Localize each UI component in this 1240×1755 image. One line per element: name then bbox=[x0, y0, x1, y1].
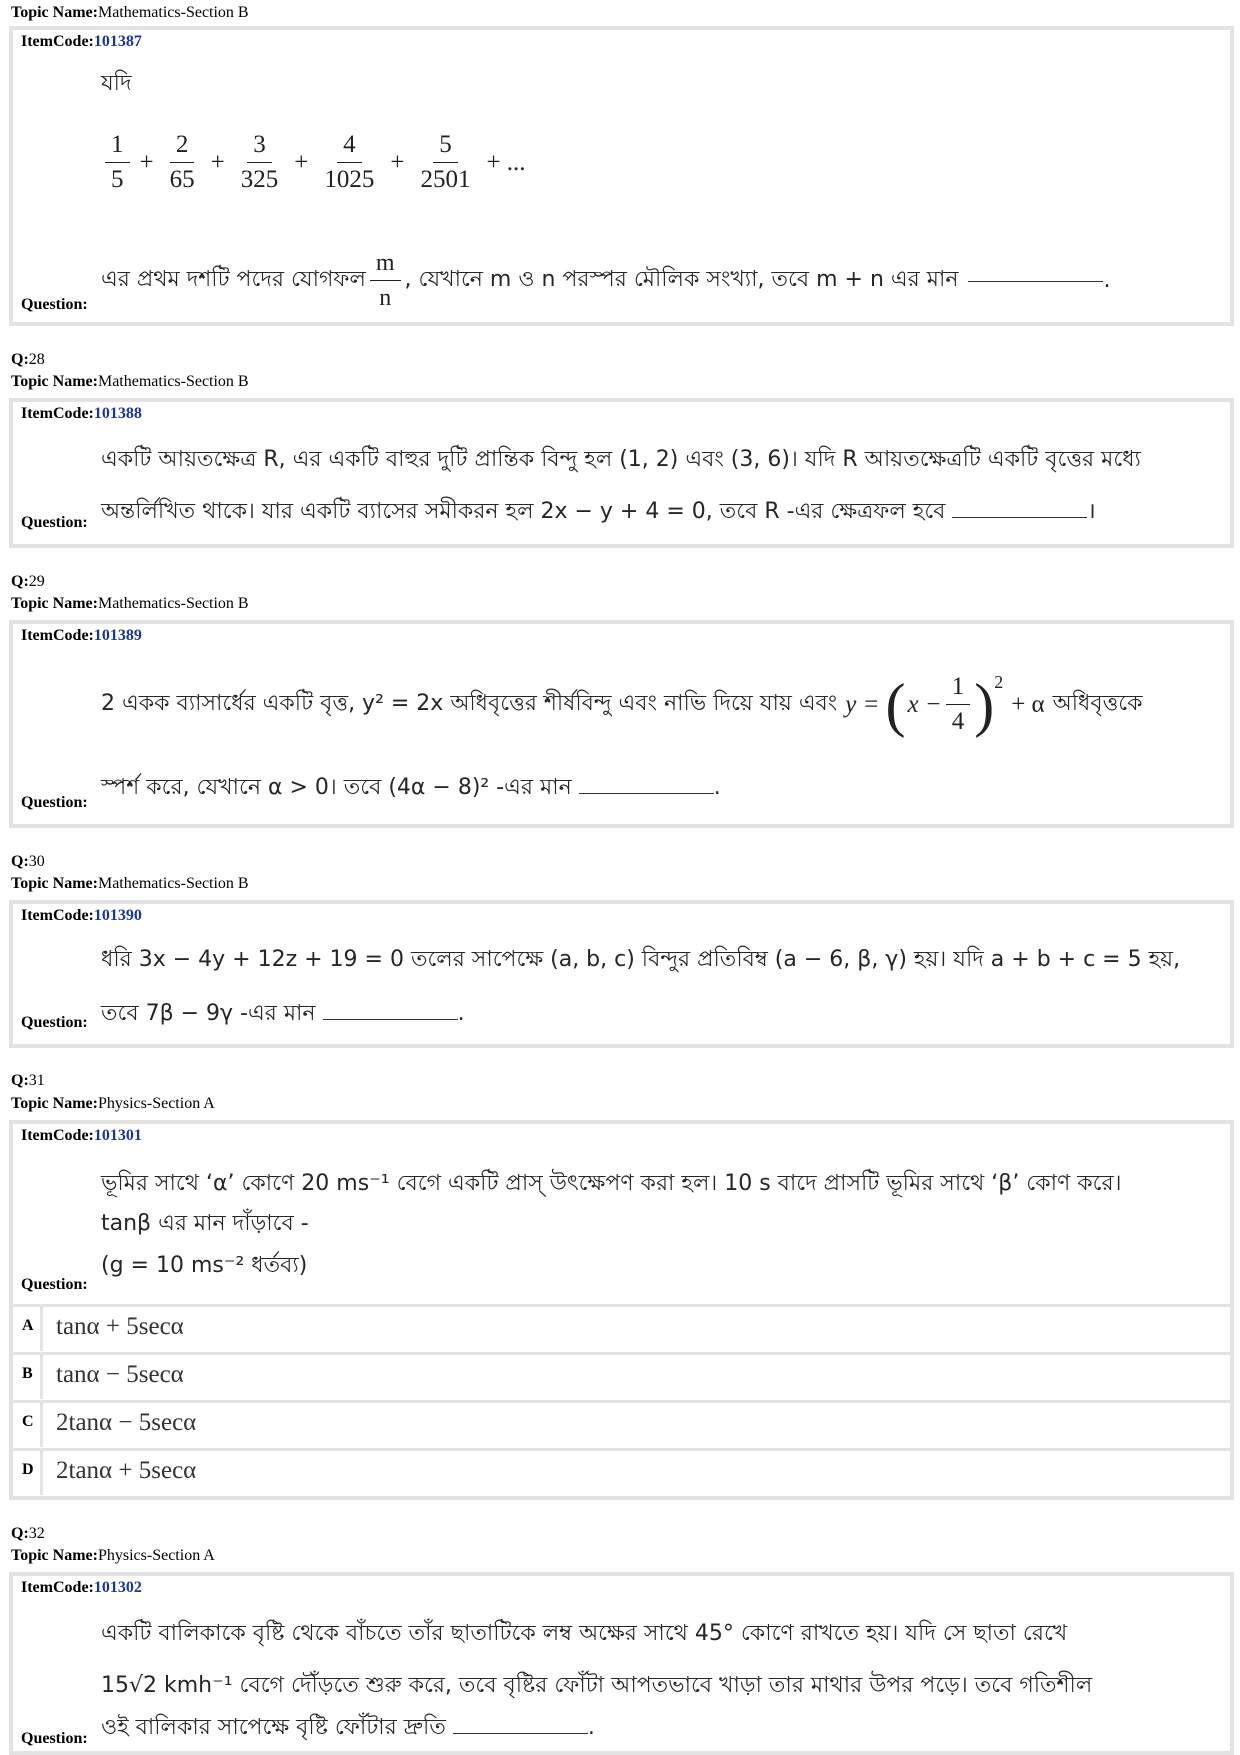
series-term: $\frac{2}{65}$ bbox=[169, 131, 195, 193]
question-number: Q:28 bbox=[11, 351, 45, 368]
topic-line: Topic Name:Mathematics-Section B bbox=[11, 4, 249, 21]
topic-line: Topic Name:Mathematics-Section B bbox=[11, 875, 249, 892]
topic-line: Topic Name:Mathematics-Section B bbox=[11, 595, 249, 612]
question-text-line: (g = 10 ms⁻² ধর্তব্য) bbox=[101, 1253, 308, 1278]
question-text-line: ভূমির সাথে ‘α’ কোণে 20 ms⁻¹ বেগে একটি প্রাস্ উৎক্ষেপণ করা হল। 10 s বাদে প্রাসটি ভূমির সাথে ‘β’ কোণ করে। bbox=[101, 1171, 1122, 1196]
question-card-101389 bbox=[9, 620, 1234, 828]
question-text-line: এর প্রথম দশটি পদের যোগফল $\frac{m}{n}$ , যেখানে m ও n পরস্পর মৌলিক সংখ্যা, তবে m + n এর মান . bbox=[101, 250, 1111, 311]
question-text-line: একটি আয়তক্ষেত্র R, এর একটি বাহুর দুটি প্রান্তিক বিন্দু হল (1, 2) এবং (3, 6)। যদি R আয়তক্ষেত্রটি একটি বৃত্তের মধ্যে bbox=[101, 447, 1141, 472]
question-number: Q:30 bbox=[11, 853, 45, 870]
topic-line: Topic Name:Physics-Section A bbox=[11, 1547, 215, 1564]
answer-blank bbox=[579, 792, 714, 794]
option-d[interactable] bbox=[13, 1448, 1230, 1495]
item-code: ItemCode:101302 bbox=[21, 1579, 142, 1596]
topic-line: Topic Name:Mathematics-Section B bbox=[11, 373, 249, 390]
answer-blank bbox=[453, 1732, 588, 1734]
option-letter: C bbox=[22, 1413, 34, 1430]
question-card-101387 bbox=[9, 26, 1234, 326]
item-code: ItemCode:101388 bbox=[21, 405, 142, 422]
question-label: Question: bbox=[21, 1014, 88, 1031]
series-tail: + ... bbox=[486, 148, 526, 176]
question-card-101390 bbox=[9, 900, 1234, 1048]
question-text-line: ওই বালিকার সাপেক্ষে বৃষ্টি ফোঁটার দ্রুতি . bbox=[101, 1715, 595, 1740]
answer-blank bbox=[968, 280, 1103, 282]
option-b[interactable] bbox=[13, 1352, 1230, 1399]
answer-blank bbox=[323, 1018, 458, 1020]
question-label: Question: bbox=[21, 296, 88, 313]
question-label: Question: bbox=[21, 514, 88, 531]
series-expression: $\frac{1}{5}$ + $\frac{2}{65}$ + $\frac{3}{325}$ + $\frac{4}{1025}$ + $\frac{5}{2501}$ + ... bbox=[101, 130, 1216, 195]
question-text-line: যদি bbox=[101, 71, 132, 96]
question-card-101302 bbox=[9, 1572, 1234, 1755]
item-code: ItemCode:101301 bbox=[21, 1127, 142, 1144]
question-number: Q:32 bbox=[11, 1525, 45, 1542]
question-text-line: 15√2 kmh⁻¹ বেগে দৌঁড়তে শুরু করে, তবে বৃষ্টির ফোঁটা আপতভাবে খাড়া তার মাথার উপর পড়ে। তবে গতিশীল bbox=[101, 1673, 1093, 1698]
option-letter: A bbox=[22, 1317, 34, 1334]
question-card-101301 bbox=[9, 1120, 1234, 1500]
question-card-101388 bbox=[9, 398, 1234, 548]
series-term: $\frac{3}{325}$ bbox=[240, 131, 279, 193]
option-text: 2tanα − 5secα bbox=[56, 1409, 197, 1436]
question-number: Q:31 bbox=[11, 1072, 45, 1089]
question-text-line: tanβ এর মান দাঁড়াবে - bbox=[101, 1211, 309, 1236]
series-term: $\frac{4}{1025}$ bbox=[324, 131, 375, 193]
answer-blank bbox=[952, 516, 1087, 518]
option-a[interactable] bbox=[13, 1304, 1230, 1351]
series-term: $\frac{5}{2501}$ bbox=[420, 131, 471, 193]
item-code: ItemCode:101389 bbox=[21, 627, 142, 644]
option-letter: D bbox=[22, 1461, 34, 1478]
item-code: ItemCode:101387 bbox=[21, 33, 142, 50]
question-label: Question: bbox=[21, 1276, 88, 1293]
item-code: ItemCode:101390 bbox=[21, 907, 142, 924]
option-text: tanα + 5secα bbox=[56, 1313, 184, 1340]
question-text-line: স্পর্শ করে, যেখানে α > 0। তবে (4α − 8)² -এর মান . bbox=[101, 775, 721, 800]
option-c[interactable] bbox=[13, 1400, 1230, 1447]
question-text-line: অন্তর্লিখিত থাকে। যার একটি ব্যাসের সমীকরন হল 2x − y + 4 = 0, তবে R -এর ক্ষেত্রফল হবে । bbox=[101, 499, 1096, 524]
question-text-line: তবে 7β − 9γ -এর মান . bbox=[101, 1001, 465, 1026]
series-term: $\frac{1}{5}$ bbox=[105, 130, 130, 195]
question-text-line: ধরি 3x − 4y + 12z + 19 = 0 তলের সাপেক্ষে (a, b, c) বিন্দুর প্রতিবিম্ব (a − 6, β, γ) হয়। যদি a + b + c = 5 হয়, bbox=[101, 947, 1181, 972]
question-label: Question: bbox=[21, 794, 88, 811]
question-label: Question: bbox=[21, 1730, 88, 1747]
question-text-line: 2 একক ব্যাসার্ধের একটি বৃত্ত, y² = 2x অধিবৃত্তের শীর্ষবিন্দু এবং নাভি দিয়ে যায় এবং y = ( x − $\frac{1}{4}$ ) 2 + α অধিবৃত্তকে bbox=[101, 671, 1143, 738]
question-number: Q:29 bbox=[11, 573, 45, 590]
option-text: tanα − 5secα bbox=[56, 1361, 184, 1388]
question-text-line: একটি বালিকাকে বৃষ্টি থেকে বাঁচতে তাঁর ছাতাটিকে লম্ব অক্ষের সাথে 45° কোণে রাখতে হয়। যদি সে ছাতা রেখে bbox=[101, 1621, 1068, 1646]
option-text: 2tanα + 5secα bbox=[56, 1457, 197, 1484]
topic-line: Topic Name:Physics-Section A bbox=[11, 1095, 215, 1112]
option-letter: B bbox=[22, 1365, 33, 1382]
